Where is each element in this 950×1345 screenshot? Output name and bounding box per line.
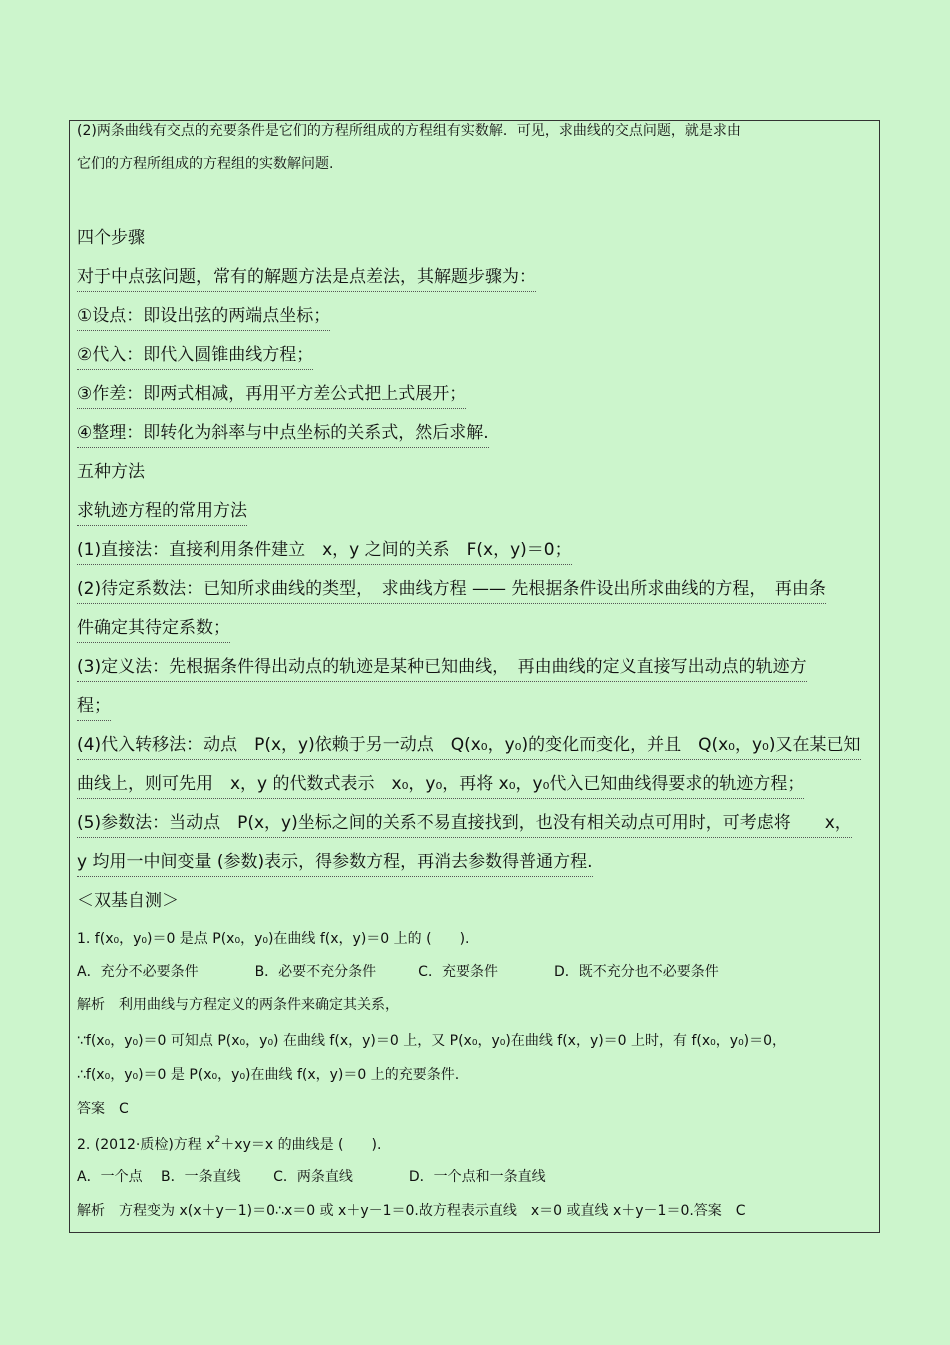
method-3-cont: 程；	[77, 698, 111, 721]
question-1: 1. f(x₀，y₀)＝0 是点 P(x₀，y₀)在曲线 f(x，y)＝0 上的 ( ).	[77, 931, 470, 947]
method-3-definition: (3)定义法：先根据条件得出动点的轨迹是某种已知曲线， 再由曲线的定义直接写出动点的轨迹方	[77, 659, 807, 682]
step-3-subtract: ③作差：即两式相减，再用平方差公式把上式展开；	[77, 386, 466, 409]
text-line-midpoint-chord: 对于中点弦问题，常有的解题方法是点差法，其解题步骤为：	[77, 269, 536, 292]
text-line-intersection-condition: (2)两条曲线有交点的充要条件是它们的方程所组成的方程组有实数解．可见，求曲线的交点问题，就是求由	[77, 123, 741, 139]
question-2	[77, 1136, 381, 1152]
question-1-answer: 答案 C	[77, 1101, 129, 1117]
question-1-options: A．充分不必要条件 B．必要不充分条件 C．充要条件 D．既不充分也不必要条件	[77, 964, 719, 980]
question-1-analysis-3: ∴f(x₀，y₀)＝0 是 P(x₀，y₀)在曲线 f(x，y)＝0 上的充要条件.	[77, 1067, 460, 1083]
step-2-substitute: ②代入：即代入圆锥曲线方程；	[77, 347, 313, 370]
question-2-text-a: 2. (2012·质检)方程 x	[77, 1137, 215, 1153]
question-1-analysis-2: ∵f(x₀，y₀)＝0 可知点 P(x₀，y₀) 在曲线 f(x，y)＝0 上，又 P(x₀，y₀)在曲线 f(x，y)＝0 上时，有 f(x₀，y₀)＝0，	[77, 1033, 787, 1049]
method-4-cont: 曲线上，则可先用 x，y 的代数式表示 x₀，y₀，再将 x₀，y₀代入已知曲线得要求的轨迹方程；	[77, 776, 804, 799]
question-2-analysis-answer: 解析 方程变为 x(x＋y－1)＝0∴x＝0 或 x＋y－1＝0.故方程表示直线 x＝0 或直线 x＋y－1＝0.答案 C	[77, 1203, 746, 1219]
question-2-text-b: ＋xy＝x 的曲线是 ( ).	[220, 1137, 382, 1153]
method-4-substitution-transfer: (4)代入转移法：动点 P(x，y)依赖于另一动点 Q(x₀，y₀)的变化而变化，并且 Q(x₀，y₀)又在某已知	[77, 737, 861, 760]
step-4-organize: ④整理：即转化为斜率与中点坐标的关系式，然后求解.	[77, 425, 489, 448]
step-1-set-points: ①设点：即设出弦的两端点坐标；	[77, 308, 330, 331]
method-2-cont: 件确定其待定系数；	[77, 620, 230, 643]
text-line-intersection-condition-cont: 它们的方程所组成的方程组的实数解问题.	[77, 156, 334, 172]
method-1-direct: (1)直接法：直接利用条件建立 x，y 之间的关系 F(x，y)＝0；	[77, 542, 572, 565]
method-5-parameter: (5)参数法：当动点 P(x，y)坐标之间的关系不易直接找到，也没有相关动点可用时，可考虑将 x，	[77, 815, 852, 838]
method-5-cont: y 均用一中间变量 (参数)表示，得参数方程，再消去参数得普通方程.	[77, 854, 593, 877]
question-2-superscript: 2	[214, 1135, 221, 1145]
method-2-undetermined-coefficients: (2)待定系数法：已知所求曲线的类型， 求曲线方程 —— 先根据条件设出所求曲线的方程， 再由条	[77, 581, 826, 604]
question-1-analysis: 解析 利用曲线与方程定义的两条件来确定其关系，	[77, 997, 399, 1013]
question-2-options: A．一个点 B．一条直线 C．两条直线 D．一个点和一条直线	[77, 1169, 546, 1185]
text-line-locus-methods: 求轨迹方程的常用方法	[77, 503, 247, 526]
heading-self-test: ＜双基自测＞	[77, 891, 179, 911]
heading-five-methods: 五种方法	[77, 462, 145, 482]
heading-four-steps: 四个步骤	[77, 228, 145, 248]
